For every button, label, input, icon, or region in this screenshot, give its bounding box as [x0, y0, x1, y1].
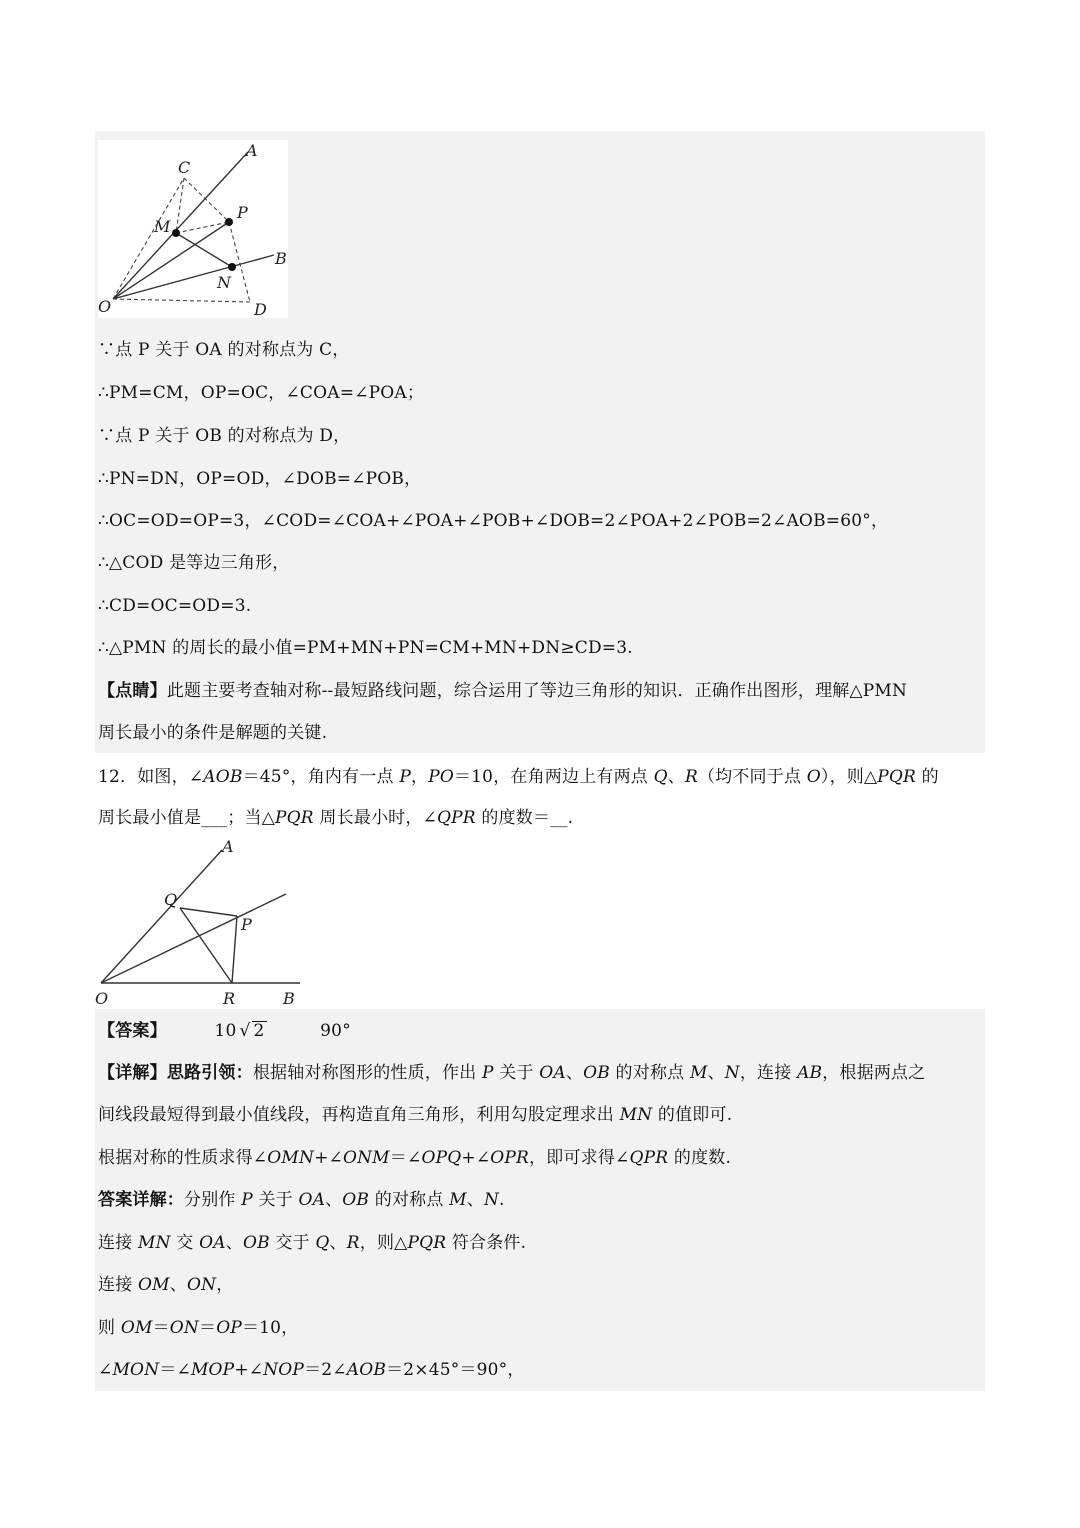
- point-p: [225, 218, 233, 226]
- detail-line-4: 答案详解：分别作 P 关于 OA、OB 的对称点 M、N.: [98, 1190, 505, 1210]
- point-n: [228, 263, 236, 271]
- dianjing-line-2: 周长最小的条件是解题的关键.: [98, 723, 328, 743]
- dianjing-text: 此题主要考查轴对称--最短路线问题，综合运用了等边三角形的知识．正确作出图形，理解△PMN: [166, 681, 908, 701]
- label-d: D: [254, 300, 267, 318]
- solution-line-4: ∴PN=DN，OP=OD，∠DOB=∠POB，: [98, 469, 422, 489]
- label-a: A: [222, 838, 234, 856]
- detail-line-3: 根据对称的性质求得∠OMN+∠ONM＝∠OPQ+∠OPR，即可求得∠QPR 的度数.: [98, 1148, 732, 1168]
- point-m: [172, 229, 180, 237]
- label-b: B: [283, 989, 295, 1008]
- label-a: A: [246, 141, 258, 160]
- label-p: P: [237, 203, 248, 222]
- solution-line-1: ∵点 P 关于 OA 的对称点为 C，: [98, 340, 350, 360]
- solution-line-8: ∴△PMN 的周长的最小值=PM+MN+PN=CM+MN+DN≥CD=3.: [98, 638, 633, 658]
- dianjing-tag: 【点睛】: [98, 681, 167, 701]
- answer-value-2: 90°: [320, 1021, 351, 1041]
- detail-line-2: 间线段最短得到最小值线段，再构造直角三角形，利用勾股定理求出 MN 的值即可.: [98, 1105, 733, 1125]
- label-c: C: [178, 158, 191, 177]
- answer-line: [98, 1019, 351, 1043]
- detail-line-1: 【详解】思路引领：根据轴对称图形的性质，作出 P 关于 OA、OB 的对称点 M、N，连接 AB，根据两点之: [98, 1063, 926, 1083]
- segment-qp: [180, 908, 237, 916]
- ray-op: [101, 894, 286, 983]
- label-p: P: [241, 915, 252, 934]
- solution-line-6: ∴△COD 是等边三角形，: [98, 553, 290, 573]
- label-q: Q: [164, 890, 178, 909]
- question-12-line-1: 12．如图，∠AOB＝45°，角内有一点 P，PO＝10，在角两边上有两点 Q、R（均不同于点 O），则△PQR 的: [98, 767, 939, 787]
- label-n: N: [217, 273, 231, 292]
- solution-line-2: ∴PM=CM，OP=OC，∠COA=∠POA；: [98, 383, 425, 403]
- geometry-figure-2: [92, 838, 312, 1010]
- solution-line-7: ∴CD=OC=OD=3.: [98, 596, 252, 616]
- label-m: M: [154, 217, 171, 236]
- solution-line-5: ∴OC=OD=OP=3，∠COD=∠COA+∠POA+∠POB+∠DOB=2∠POA+2∠POB=2∠AOB=60°，: [98, 511, 889, 531]
- answer-tag: 【答案】: [98, 1021, 167, 1041]
- solution-line-3: ∵点 P 关于 OB 的对称点为 D，: [98, 426, 351, 446]
- label-o: O: [98, 297, 112, 316]
- detail-line-7: 则 OM＝ON＝OP＝10，: [98, 1318, 299, 1338]
- label-r: R: [223, 989, 236, 1008]
- segment-pr: [232, 916, 237, 983]
- detail-line-5: 连接 MN 交 OA、OB 交于 Q、R，则△PQR 符合条件.: [98, 1233, 527, 1253]
- label-o: O: [95, 989, 109, 1008]
- ray-oa: [101, 850, 222, 983]
- label-b: B: [275, 249, 287, 268]
- answer-value-1: 10 √ 2: [214, 1021, 265, 1041]
- dianjing-line-1: [98, 679, 907, 703]
- geometry-figure-1: [98, 140, 288, 318]
- segment-qr: [180, 908, 232, 983]
- detail-line-6: 连接 OM、ON，: [98, 1275, 234, 1295]
- question-12-line-2: 周长最小值是___；当△PQR 周长最小时，∠QPR 的度数＝__.: [98, 808, 574, 828]
- detail-line-8: ∠MON＝∠MOP+∠NOP＝2∠AOB＝2×45°＝90°，: [98, 1360, 525, 1380]
